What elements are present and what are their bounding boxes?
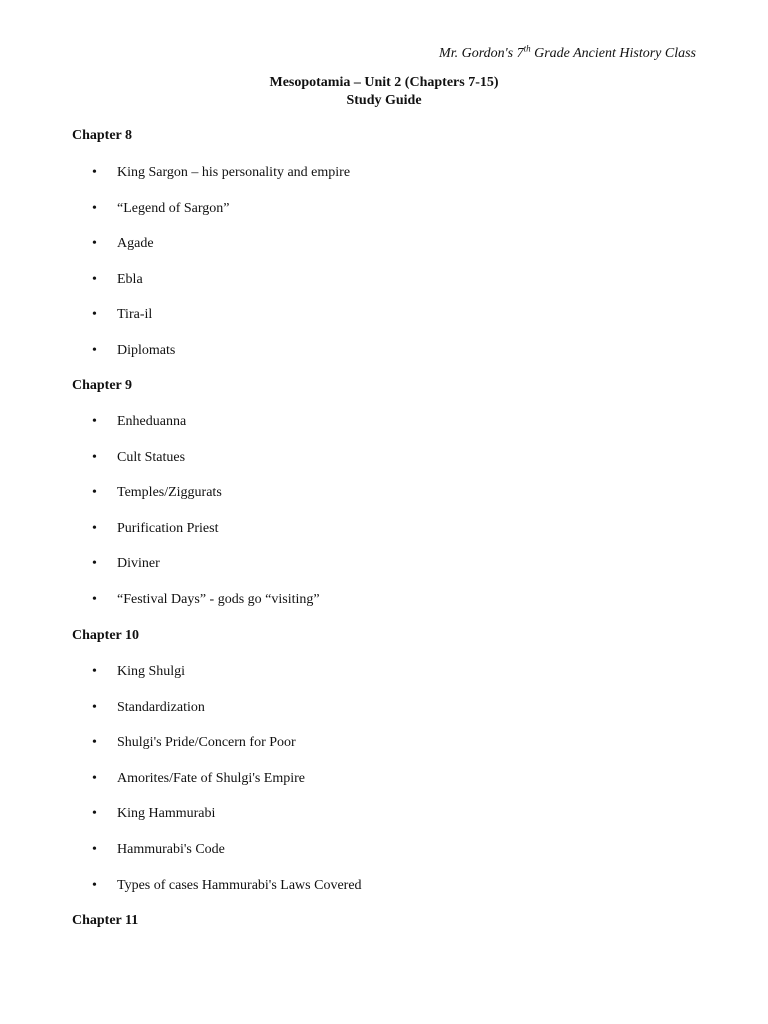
list-item-text: Temples/Ziggurats [117, 485, 222, 501]
list-item [72, 342, 692, 378]
list-item [72, 555, 692, 591]
list-item [72, 306, 692, 342]
bullet-icon: • [92, 307, 97, 323]
list-item [72, 699, 692, 735]
list-item-text: Ebla [117, 271, 143, 287]
list-item [72, 841, 692, 877]
chapter-heading: Chapter 10 [72, 628, 140, 643]
class-header [439, 43, 696, 62]
bullet-icon: • [92, 735, 97, 751]
bullet-icon: • [92, 770, 97, 786]
list-item-text: Cult Statues [117, 449, 186, 465]
list-item [72, 413, 692, 449]
list-item [72, 877, 692, 913]
list-item-text: Shulgi's Pride/Concern for Poor [117, 735, 296, 751]
bullet-icon: • [92, 699, 97, 715]
bullet-icon: • [92, 449, 97, 465]
chapter-heading: Chapter 11 [72, 913, 139, 928]
list-item [72, 271, 692, 307]
list-item [72, 805, 692, 841]
list-item-text: “Legend of Sargon” [117, 200, 230, 216]
bullet-icon: • [92, 877, 97, 893]
bullet-icon: • [92, 236, 97, 252]
chapter-heading: Chapter 9 [72, 378, 133, 393]
list-item [72, 734, 692, 770]
bullet-icon: • [92, 841, 97, 857]
chapter-9-section [72, 377, 692, 627]
list-item [72, 449, 692, 485]
chapter-10-section [72, 627, 692, 912]
list-item-text: King Hammurabi [117, 806, 216, 822]
bullet-icon: • [92, 414, 97, 429]
chapter-9-list [72, 413, 692, 627]
chapter-8-section [72, 127, 692, 378]
bullet-icon: • [92, 664, 97, 679]
list-item-text: King Sargon – his personality and empire [117, 165, 351, 180]
document-title [0, 74, 768, 110]
title-line-1: Mesopotamia – Unit 2 (Chapters 7-15) [269, 75, 499, 90]
bullet-icon: • [92, 556, 97, 572]
class-header-prefix: Mr. Gordon's 7 [439, 46, 524, 61]
list-item-text: Purification Priest [117, 520, 219, 536]
chapter-heading: Chapter 8 [72, 128, 133, 143]
list-item-text: Diplomats [117, 342, 176, 358]
bullet-icon: • [92, 520, 97, 536]
list-item-text: “Festival Days” - gods go “visiting” [117, 591, 320, 607]
class-header-suffix: Grade Ancient History Class [530, 46, 696, 61]
bullet-icon: • [92, 591, 97, 607]
list-item [72, 770, 692, 806]
list-item [72, 663, 692, 699]
chapter-10-list [72, 663, 692, 912]
list-item [72, 164, 692, 200]
list-item-text: Hammurabi's Code [117, 841, 225, 857]
bullet-icon: • [92, 806, 97, 822]
list-item [72, 235, 692, 271]
list-item-text: Standardization [117, 699, 205, 715]
list-item-text: Agade [117, 236, 154, 252]
list-item-text: Amorites/Fate of Shulgi's Empire [117, 770, 306, 786]
list-item-text: Diviner [117, 556, 160, 572]
list-item [72, 591, 692, 627]
chapter-11-section [72, 912, 692, 930]
bullet-icon: • [92, 271, 97, 287]
bullet-icon: • [92, 342, 97, 358]
list-item-text: King Shulgi [117, 664, 186, 679]
list-item [72, 520, 692, 556]
list-item-text: Types of cases Hammurabi's Laws Covered [117, 877, 362, 893]
list-item-text: Enheduanna [117, 414, 187, 429]
title-line-2: Study Guide [346, 93, 422, 108]
list-item [72, 200, 692, 236]
bullet-icon: • [92, 200, 97, 216]
bullet-icon: • [92, 165, 97, 180]
class-header-superscript: th [523, 43, 531, 54]
list-item-text: Tira-il [117, 307, 153, 323]
list-item [72, 484, 692, 520]
chapter-8-list [72, 164, 692, 378]
bullet-icon: • [92, 485, 97, 501]
